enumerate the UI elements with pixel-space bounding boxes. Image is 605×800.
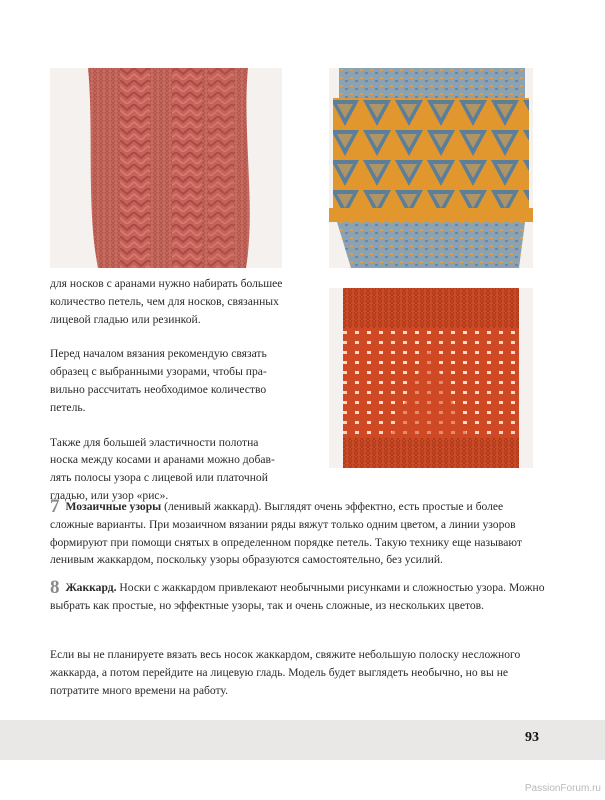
- left-column-text: [50, 275, 288, 505]
- closing-text: Если вы не планируете вязать весь носок жаккардом, свяжите небольшую полоску несложного жаккарда, а потом перейдите на лицевую гладь. Модель будет выглядеть необычно, но вы не потратите много времени на работу.: [50, 648, 521, 697]
- section-body: (ленивый жаккард). Выглядят очень эффектно, есть простые и более сложные варианты. При мозаичном вязании ряды вяжут только одним цветом, а линии узоров формируют при помощи снятых в определенном порядке петель. Такую технику еще называют ленивым жаккардом, поскольку узоры образуются самостоятельно, без усилий.: [50, 500, 522, 567]
- section-mosaic: [50, 498, 548, 569]
- section-title: Мозаичные узоры: [65, 500, 162, 513]
- section-number: 7: [50, 496, 60, 517]
- paragraph-sample: Перед началом вязания рекомендую связать образец с выбранными узорами, чтобы правильно рассчитать необходимое количество петель.: [50, 347, 267, 414]
- watermark: PassionForum.ru: [524, 783, 601, 794]
- section-jacquard: [50, 579, 548, 615]
- red-mosaic-sock-photo: [329, 288, 533, 468]
- page-footer: [0, 720, 605, 760]
- section-title: Жаккард.: [65, 581, 117, 594]
- section-body: Носки с жаккардом привлекают необычными рисунками и сложностью узора. Можно выбрать как простые, но эффектные узоры, так и очень сложные, из нескольких цветов.: [50, 581, 545, 612]
- paragraph-arans: для носков с аранами нужно набирать большее количество петель, чем для носков, связанных лицевой гладью или резинкой.: [50, 277, 283, 326]
- section-number: 8: [50, 577, 60, 598]
- paragraph-elasticity: Также для большей эластичности полотна носка между косами и аранами можно добавлять полосы узора с лицевой или платочной гладью, или узор «рис».: [50, 435, 275, 502]
- orange-mosaic-sock-photo: [329, 68, 533, 268]
- pink-cable-sock-photo: [50, 68, 282, 268]
- page-number: 93: [525, 730, 539, 745]
- closing-paragraph: [50, 646, 548, 699]
